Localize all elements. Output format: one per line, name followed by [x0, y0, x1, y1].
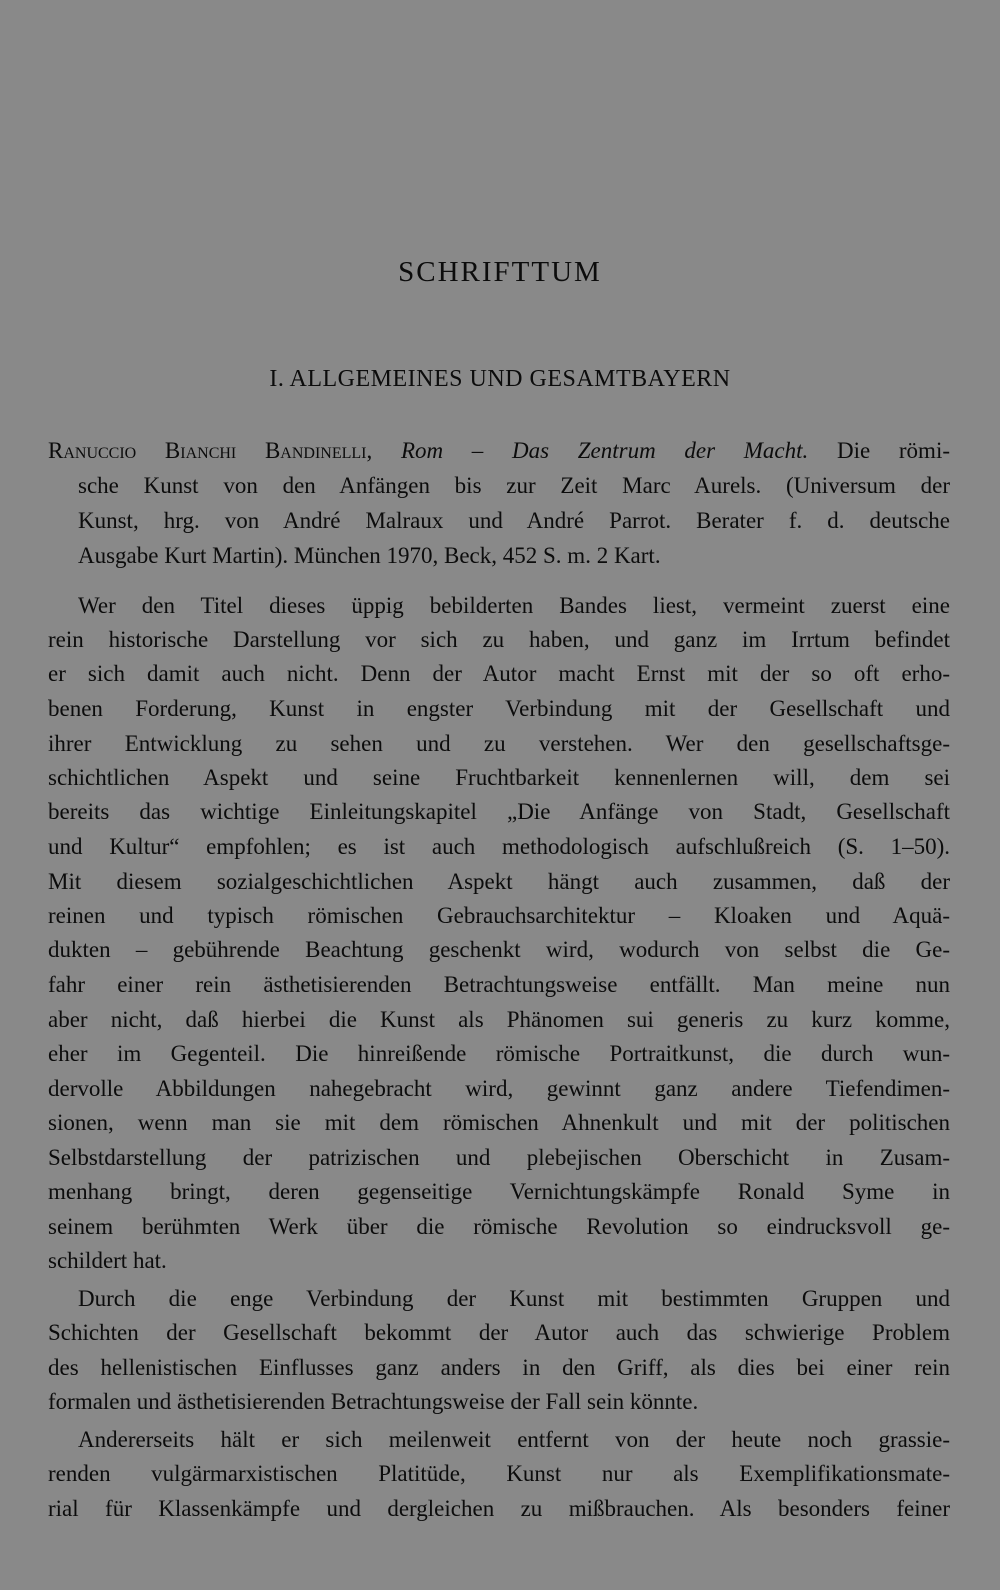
- text-line: rial für Klassenkämpfe und dergleichen zu mißbrauchen. Als besonders feiner: [48, 1496, 950, 1521]
- text-line: bereits das wichtige Einleitungskapitel „Die Anfänge von Stadt, Gesellschaft: [48, 799, 950, 824]
- text-line: ihrer Entwicklung zu sehen und zu verstehen. Wer den gesellschaftsge-: [48, 731, 950, 756]
- bibliography-line: sche Kunst von den Anfängen bis zur Zeit Marc Aurels. (Universum der: [78, 473, 950, 498]
- text-line: des hellenistischen Einflusses ganz anders in den Griff, als dies bei einer rein: [48, 1355, 950, 1380]
- text-line: schildert hat.: [48, 1248, 167, 1273]
- text-line: reinen und typisch römischen Gebrauchsarchitektur – Kloaken und Aquä-: [48, 903, 950, 928]
- text-line: dukten – gebührende Beachtung geschenkt wird, wodurch von selbst die Ge-: [48, 937, 950, 962]
- text-line: menhang bringt, deren gegenseitige Vernichtungskämpfe Ronald Syme in: [48, 1179, 950, 1204]
- bibliography-line-1: [48, 436, 950, 466]
- bibliography-author: Ranuccio Bianchi Bandinelli: [48, 438, 367, 463]
- section-title: I. ALLGEMEINES UND GESAMTBAYERN: [269, 366, 731, 392]
- text-line: dervolle Abbildungen nahegebracht wird, gewinnt ganz andere Tiefendimen-: [48, 1076, 950, 1101]
- text-line: Durch die enge Verbindung der Kunst mit bestimmten Gruppen und: [78, 1286, 950, 1311]
- text-line: sionen, wenn man sie mit dem römischen Ahnenkult und mit der politischen: [48, 1110, 950, 1135]
- text-line: und Kultur“ empfohlen; es ist auch methodologisch aufschlußreich (S. 1–50).: [48, 834, 950, 859]
- text-line: formalen und ästhetisierenden Betrachtungsweise der Fall sein könnte.: [48, 1389, 699, 1414]
- text-line: Mit diesem sozialgeschichtlichen Aspekt hängt auch zusammen, daß der: [48, 869, 950, 894]
- text-line: rein historische Darstellung vor sich zu haben, und ganz im Irrtum befindet: [48, 627, 950, 652]
- bibliography-book-title: Rom – Das Zentrum der Macht.: [400, 438, 809, 463]
- text-line: fahr einer rein ästhetisierenden Betrachtungsweise entfällt. Man meine nun: [48, 972, 950, 997]
- bibliography-line: Ausgabe Kurt Martin). München 1970, Beck, 452 S. m. 2 Kart.: [78, 543, 661, 568]
- text-line: benen Forderung, Kunst in engster Verbindung mit der Gesellschaft und: [48, 696, 950, 721]
- text-line: aber nicht, daß hierbei die Kunst als Phänomen sui generis zu kurz komme,: [48, 1007, 950, 1032]
- bibliography-first-line-rest: Die römi-: [808, 438, 951, 463]
- text-line: Schichten der Gesellschaft bekommt der Autor auch das schwierige Problem: [48, 1320, 950, 1345]
- text-line: eher im Gegenteil. Die hinreißende römische Portraitkunst, die durch wun-: [48, 1041, 950, 1066]
- text-line: er sich damit auch nicht. Denn der Autor macht Ernst mit der so oft erho-: [48, 661, 950, 686]
- text-line: Andererseits hält er sich meilenweit entfernt von der heute noch grassie-: [78, 1427, 950, 1452]
- page-title: SCHRIFTTUM: [398, 256, 602, 288]
- text-line: Wer den Titel dieses üppig bebilderten Bandes liest, vermeint zuerst eine: [78, 593, 950, 618]
- text-line: seinem berühmten Werk über die römische Revolution so eindrucksvoll ge-: [48, 1214, 950, 1239]
- bibliography-line: Kunst, hrg. von André Malraux und André Parrot. Berater f. d. deutsche: [78, 508, 950, 533]
- text-line: schichtlichen Aspekt und seine Fruchtbarkeit kennenlernen will, dem sei: [48, 765, 950, 790]
- bibliography-separator: ,: [366, 438, 401, 463]
- text-line: renden vulgärmarxistischen Platitüde, Kunst nur als Exemplifikationsmate-: [48, 1461, 950, 1486]
- text-line: Selbstdarstellung der patrizischen und plebejischen Oberschicht in Zusam-: [48, 1145, 950, 1170]
